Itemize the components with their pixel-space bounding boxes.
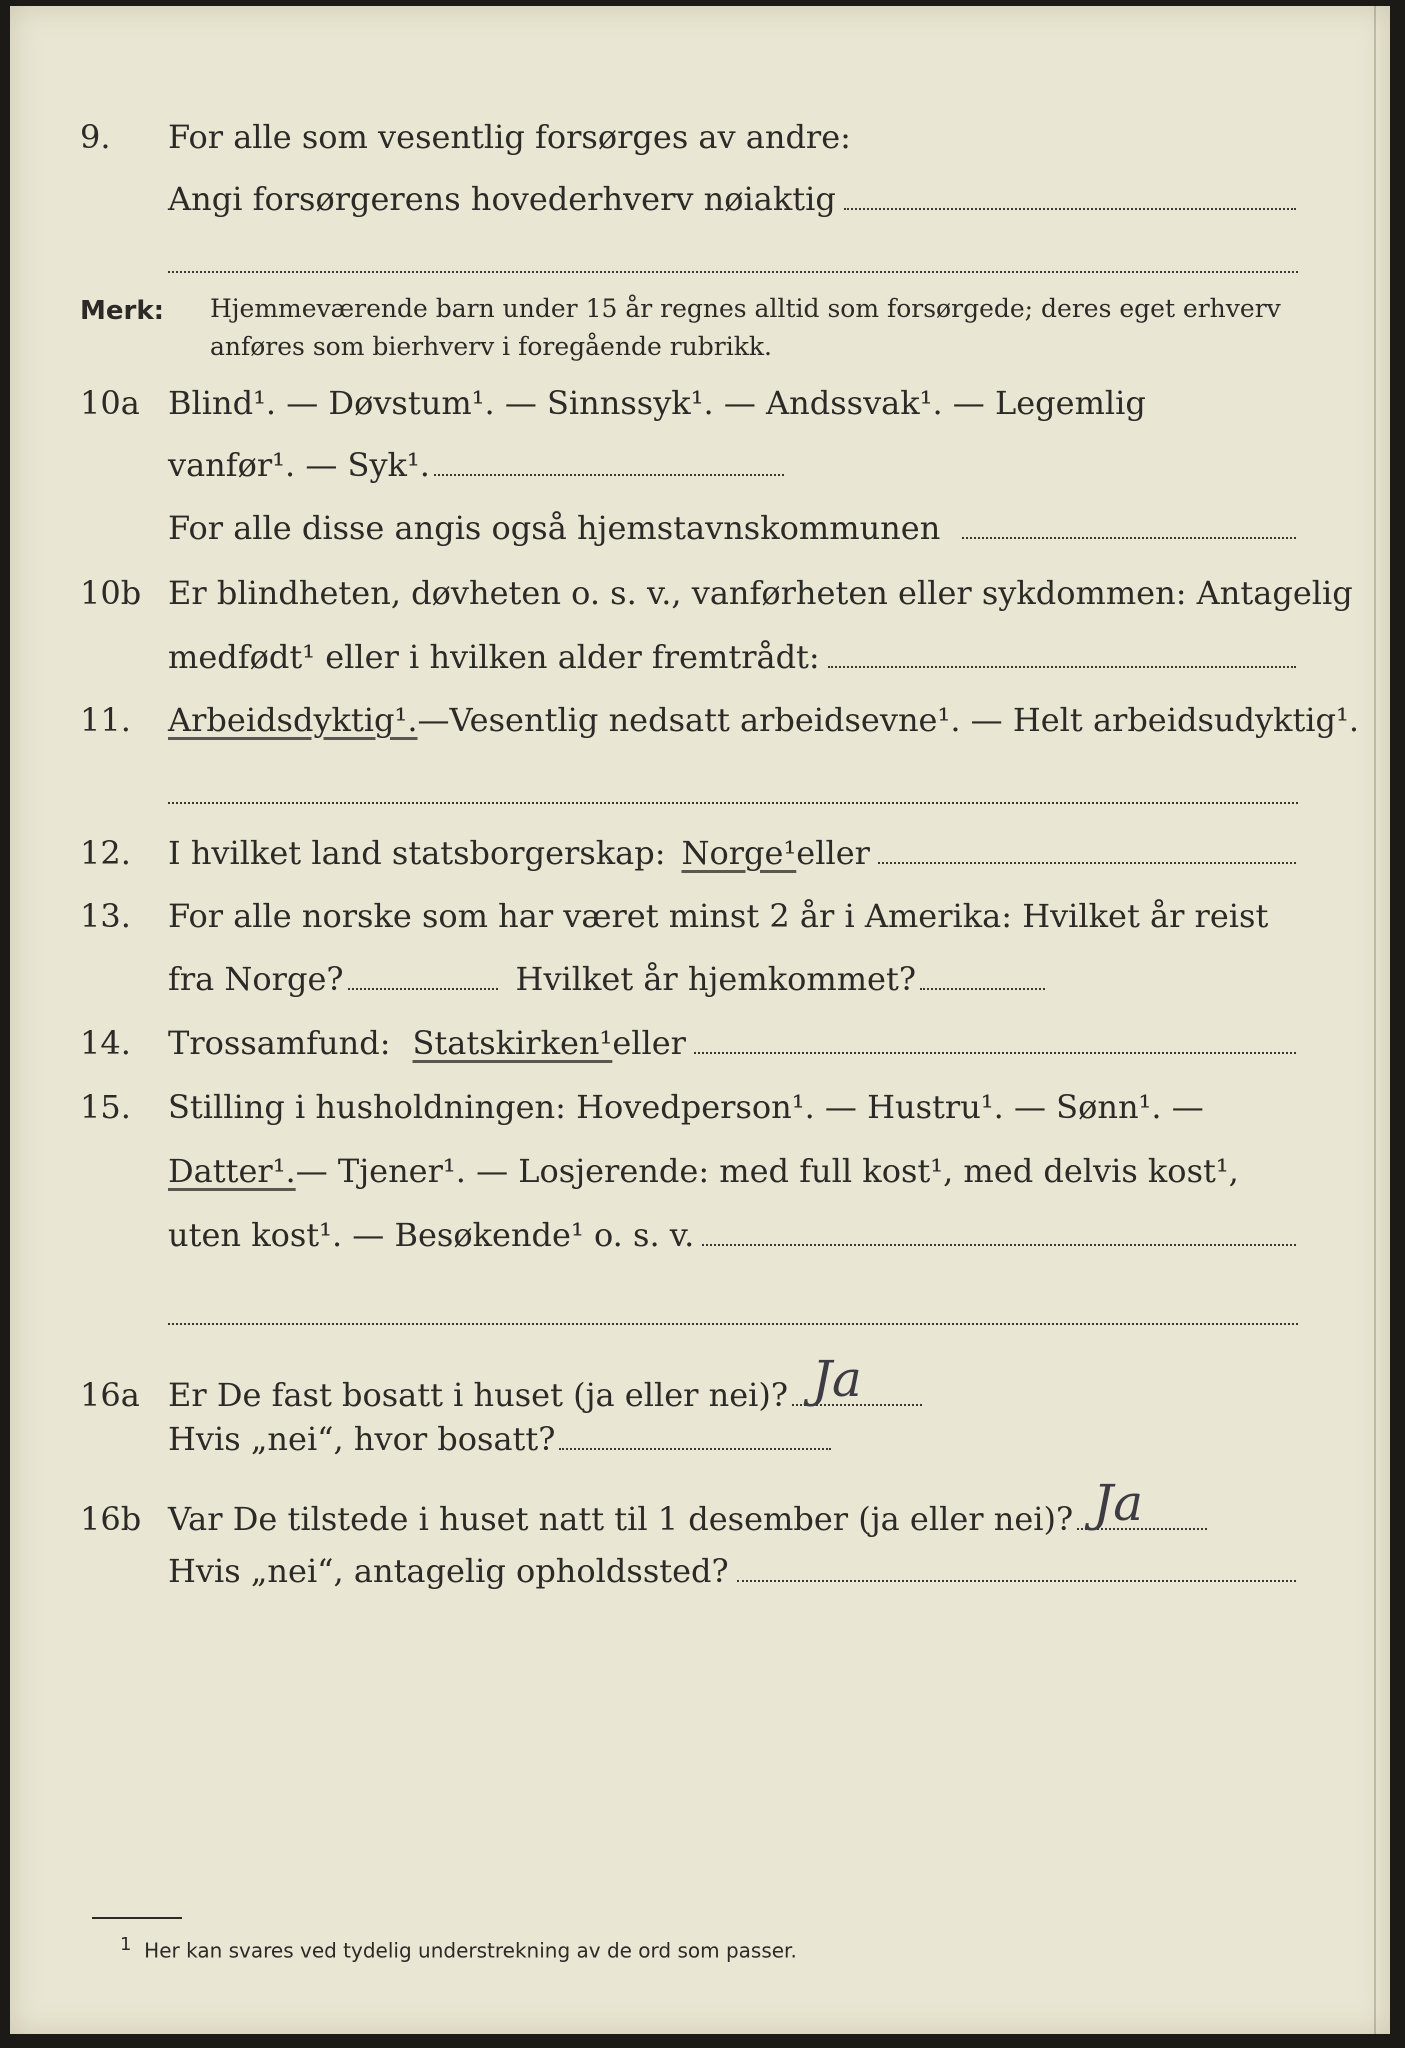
question-number: 10a	[80, 384, 140, 422]
question-number: 10b	[80, 574, 142, 612]
answer-field[interactable]	[559, 1448, 831, 1450]
question-text: medfødt¹ eller i hvilken alder fremtrådt:	[168, 638, 820, 676]
question-10a-line-2	[10, 448, 1390, 488]
answer-field[interactable]	[1077, 1474, 1207, 1532]
answer-field[interactable]	[434, 474, 784, 476]
question-text: Er De fast bosatt i huset (ja eller nei)?	[168, 1376, 789, 1414]
question-text: Hvilket år hjemkommet?	[515, 960, 916, 998]
question-text: eller	[612, 1024, 686, 1062]
handwritten-answer: Ja	[1093, 1474, 1144, 1532]
question-text: Er blindheten, døvheten o. s. v., vanførheten eller sykdommen: Antagelig	[168, 574, 1353, 612]
question-text: eller	[796, 834, 870, 872]
question-10a-line-1	[10, 386, 1390, 426]
question-10b-line-2	[10, 640, 1390, 680]
question-text: Hvis „nei“, antagelig opholdssted?	[168, 1552, 729, 1590]
question-text: For alle som vesentlig forsørges av andre:	[168, 118, 851, 156]
question-9-line-1	[10, 120, 1390, 160]
question-12-line-1	[10, 836, 1390, 876]
question-text: Stilling i husholdningen: Hovedperson¹. — Hustru¹. — Sønn¹. —	[168, 1088, 1204, 1126]
answer-field[interactable]	[878, 862, 1296, 864]
option-arbeidsdyktig[interactable]: Arbeidsdyktig¹.	[168, 701, 418, 739]
question-text: Hvis „nei“, hvor bosatt?	[168, 1420, 556, 1458]
option-statskirken[interactable]: Statskirken¹	[412, 1024, 613, 1062]
option-datter[interactable]: Datter¹.	[168, 1152, 296, 1190]
answer-field[interactable]	[920, 988, 1045, 990]
answer-field[interactable]	[168, 1323, 1298, 1325]
question-text: vanfør¹. — Syk¹.	[168, 446, 430, 484]
question-number: 16b	[80, 1500, 142, 1538]
question-16a-line-2	[10, 1422, 1390, 1462]
question-10b-line-1	[10, 576, 1390, 616]
question-text: Blind¹. — Døvstum¹. — Sinnssyk¹. — Andssvak¹. — Legemlig	[168, 384, 1146, 422]
question-number: 14.	[80, 1024, 131, 1062]
question-text: For alle disse angis også hjemstavnskommunen	[168, 509, 941, 547]
question-text: For alle norske som har været minst 2 år i Amerika: Hvilket år reist	[168, 897, 1269, 935]
question-number: 11.	[80, 701, 131, 739]
footnote-rule	[92, 1917, 182, 1919]
question-text: — Tjener¹. — Losjerende: med full kost¹, med delvis kost¹,	[295, 1152, 1239, 1190]
question-11-line-1	[10, 703, 1390, 743]
question-text: uten kost¹. — Besøkende¹ o. s. v.	[168, 1216, 695, 1254]
footnote: $^1$ Her kan svares ved tydelig understrekning av de ord som passer.	[120, 1934, 797, 1963]
question-16b-line-1	[10, 1474, 1390, 1542]
question-text: Trossamfund:	[168, 1024, 391, 1062]
note-label: Merk:	[80, 296, 165, 326]
answer-field[interactable]	[694, 1052, 1296, 1054]
answer-field[interactable]	[828, 666, 1296, 668]
answer-field[interactable]	[702, 1244, 1296, 1246]
question-14-line-1	[10, 1026, 1390, 1066]
question-13-line-2	[10, 962, 1390, 1002]
question-text: Var De tilstede i huset natt til 1 desember (ja eller nei)?	[168, 1500, 1074, 1538]
answer-field[interactable]	[168, 271, 1298, 273]
note-text: Hjemmeværende barn under 15 år regnes alltid som forsørgede; deres eget erhverv anføres som bierhverv i foregående rubrikk.	[210, 294, 1281, 361]
answer-field[interactable]	[792, 1350, 922, 1408]
page-edge	[1374, 6, 1376, 2034]
question-16b-line-2	[10, 1554, 1390, 1594]
question-16a-line-1	[10, 1350, 1390, 1418]
option-norge[interactable]: Norge¹	[681, 834, 797, 872]
answer-field[interactable]	[844, 208, 1296, 210]
question-13-line-1	[10, 899, 1390, 939]
answer-field[interactable]	[168, 802, 1298, 804]
answer-field[interactable]	[348, 988, 498, 990]
question-9-line-2	[10, 182, 1390, 222]
question-number: 16a	[80, 1376, 140, 1414]
question-10a-line-3	[10, 511, 1390, 551]
answer-field[interactable]	[962, 537, 1296, 539]
option-separator: —	[417, 701, 450, 739]
question-number: 9.	[80, 118, 111, 156]
census-form-page	[10, 6, 1390, 2034]
question-number: 12.	[80, 834, 131, 872]
question-text: I hvilket land statsborgerskap:	[168, 834, 666, 872]
question-text: Angi forsørgerens hovederhverv nøiaktig	[168, 180, 836, 218]
question-number: 13.	[80, 897, 131, 935]
question-15-line-2	[10, 1154, 1390, 1194]
handwritten-answer: Ja	[812, 1350, 862, 1408]
question-15-line-3	[10, 1218, 1390, 1258]
question-text: fra Norge?	[168, 960, 344, 998]
question-text: Vesentlig nedsatt arbeidsevne¹. — Helt arbeidsudyktig¹.	[449, 701, 1360, 739]
question-number: 15.	[80, 1088, 131, 1126]
answer-field[interactable]	[737, 1580, 1296, 1582]
question-15-line-1	[10, 1090, 1390, 1130]
